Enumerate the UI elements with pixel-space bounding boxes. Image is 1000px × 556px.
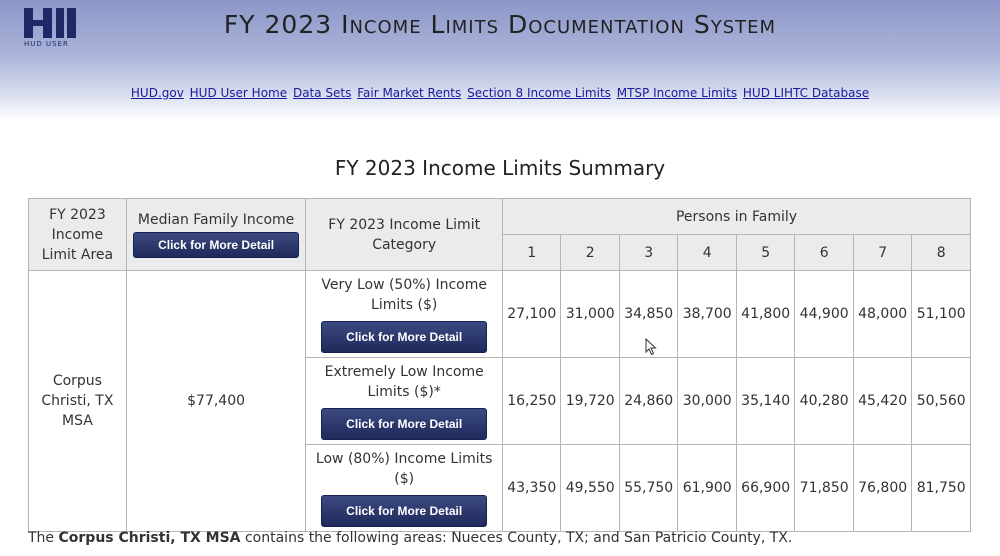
area-description-name: Corpus Christi, TX MSA — [58, 530, 241, 546]
category-label: Very Low (50%) Income Limits ($) — [321, 277, 487, 313]
nav-link-hud-lihtc-database[interactable]: HUD LIHTC Database — [742, 86, 870, 100]
limit-value: 61,900 — [678, 445, 736, 532]
summary-title: FY 2023 Income Limits Summary — [334, 156, 666, 180]
category-cell — [306, 358, 503, 445]
header-persons: Persons in Family — [503, 199, 971, 235]
logo-text: HUD USER — [24, 40, 69, 48]
nav-link-hud-user-home[interactable]: HUD User Home — [189, 86, 288, 100]
nav-link-hud-gov[interactable]: HUD.gov — [130, 86, 184, 100]
income-limits-table — [28, 198, 971, 532]
header-median: Median Family Income — [137, 211, 295, 228]
limit-value: 41,800 — [736, 271, 794, 358]
header-median-cell — [126, 199, 306, 271]
category-cell — [306, 271, 503, 358]
limit-value: 49,550 — [561, 445, 619, 532]
header-person-1: 1 — [503, 235, 561, 271]
top-nav — [0, 86, 1000, 100]
nav-link-section8-income-limits[interactable]: Section 8 Income Limits — [467, 86, 611, 100]
table-row — [29, 271, 971, 358]
limit-value: 81,750 — [912, 445, 971, 532]
limit-value: 34,850 — [619, 271, 677, 358]
category-label: Low (80%) Income Limits ($) — [315, 451, 493, 487]
limit-value: 43,350 — [503, 445, 561, 532]
limit-value: 66,900 — [736, 445, 794, 532]
mouse-cursor-icon — [645, 338, 657, 356]
area-description-prefix: The — [28, 530, 59, 546]
header-person-7: 7 — [853, 235, 911, 271]
area-description — [28, 530, 792, 546]
area-name: Corpus Christi, TX MSA — [29, 271, 127, 532]
page-header — [0, 0, 1000, 120]
category-label: Extremely Low Income Limits ($)* — [324, 364, 484, 400]
header-person-5: 5 — [736, 235, 794, 271]
header-person-2: 2 — [561, 235, 619, 271]
nav-link-data-sets[interactable]: Data Sets — [292, 86, 352, 100]
header-person-6: 6 — [795, 235, 853, 271]
limit-value: 76,800 — [853, 445, 911, 532]
limit-value: 44,900 — [795, 271, 853, 358]
area-description-suffix: contains the following areas: Nueces County, TX; and San Patricio County, TX. — [240, 530, 793, 546]
nav-link-mtsp-income-limits[interactable]: MTSP Income Limits — [616, 86, 738, 100]
limit-value: 50,560 — [912, 358, 971, 445]
limit-value: 55,750 — [619, 445, 677, 532]
limit-value: 45,420 — [853, 358, 911, 445]
header-person-4: 4 — [678, 235, 736, 271]
limit-value: 38,700 — [678, 271, 736, 358]
limit-value: 71,850 — [795, 445, 853, 532]
limit-value: 24,860 — [619, 358, 677, 445]
limit-value: 30,000 — [678, 358, 736, 445]
site-title: FY 2023 Income Limits Documentation System — [223, 10, 777, 39]
header-area: FY 2023 Income Limit Area — [29, 199, 127, 271]
median-value: $77,400 — [126, 271, 306, 532]
limit-value: 35,140 — [736, 358, 794, 445]
header-person-3: 3 — [619, 235, 677, 271]
limit-value: 19,720 — [561, 358, 619, 445]
limit-value: 51,100 — [912, 271, 971, 358]
limit-value: 27,100 — [503, 271, 561, 358]
header-person-8: 8 — [912, 235, 971, 271]
limit-value: 16,250 — [503, 358, 561, 445]
header-category: FY 2023 Income Limit Category — [306, 199, 503, 271]
extremely-low-detail-button[interactable]: Click for More Detail — [321, 408, 487, 440]
limit-value: 48,000 — [853, 271, 911, 358]
very-low-detail-button[interactable]: Click for More Detail — [321, 321, 487, 353]
category-cell — [306, 445, 503, 532]
median-detail-button[interactable]: Click for More Detail — [133, 232, 299, 258]
limit-value: 31,000 — [561, 271, 619, 358]
limit-value: 40,280 — [795, 358, 853, 445]
low-detail-button[interactable]: Click for More Detail — [321, 495, 487, 527]
nav-link-fair-market-rents[interactable]: Fair Market Rents — [357, 86, 462, 100]
